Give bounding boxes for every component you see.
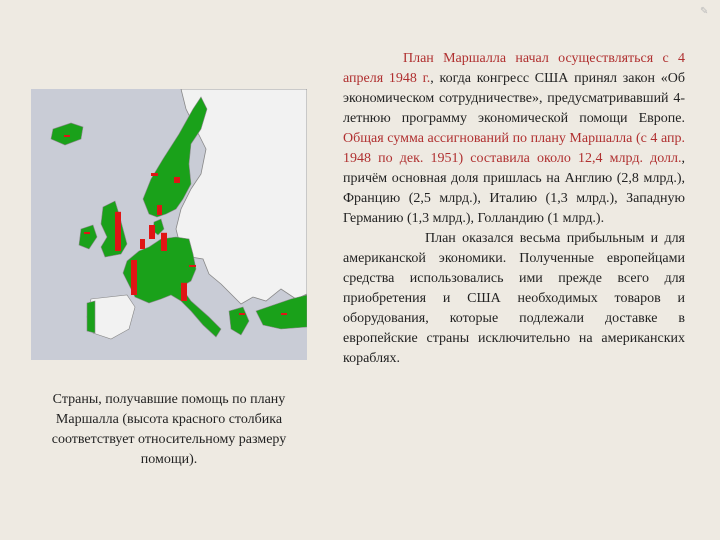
highlight-start-date: План Маршалла начал осуществляться с 4 апреля 1948 г. [343, 51, 685, 86]
marker-norway [151, 173, 158, 176]
aid-bar-1 [131, 260, 137, 295]
portugal-shape [87, 301, 95, 333]
aid-bar-0 [115, 212, 121, 251]
paragraph-2: План оказался весьма прибыльным и для американской экономики. Полученные европейцами средства использовались ими прежде всего для приобретения и США необходимых товаров и оборудования, которые подлежали доставке в европейские страны исключительно на американских кораблях. [343, 231, 685, 366]
europe-map [31, 89, 307, 360]
paragraph-1-end: , причём основная доля пришлась на Англию (2,8 млрд.), Францию (2,5 млрд.), Италию (1,3 млрд.), Западную Германию (1,3 млрд.), Голландию (1 млрд.). [343, 151, 685, 226]
greece-shape [229, 307, 249, 335]
aid-bar-4 [149, 225, 155, 239]
body-text [343, 49, 685, 369]
marker-ireland [84, 232, 90, 234]
marker-turkey [281, 313, 287, 315]
marker-sweden [174, 177, 180, 183]
marker-austria [189, 265, 196, 267]
marker-belgium [140, 239, 145, 249]
iceland-shape [51, 123, 83, 145]
corner-decoration: ✎ [700, 6, 709, 17]
aid-bar-2 [181, 283, 187, 301]
europe-map-svg [31, 89, 307, 360]
map-caption: Страны, получавшие помощь по плану Маршалла (высота красного столбика соответствует относительному размеру помощи). [51, 392, 287, 467]
aid-bar-3 [161, 233, 167, 251]
paragraph-1 [343, 49, 685, 229]
ireland-shape [79, 225, 97, 249]
marker-iceland [64, 135, 70, 137]
paragraph-1-text: , когда конгресс США принял закон «Об экономическом сотрудничестве», предусматривавший 4-летнюю программу экономической помощи Европе. [343, 71, 686, 126]
highlight-total-sum: Общая сумма ассигнований по плану Маршалла (с 4 апр. 1948 по дек. 1951) составила около 12,4 млрд. долл. [343, 131, 685, 166]
marker-denmark [157, 205, 162, 215]
marker-greece [239, 313, 245, 315]
britain-shape [101, 201, 127, 257]
